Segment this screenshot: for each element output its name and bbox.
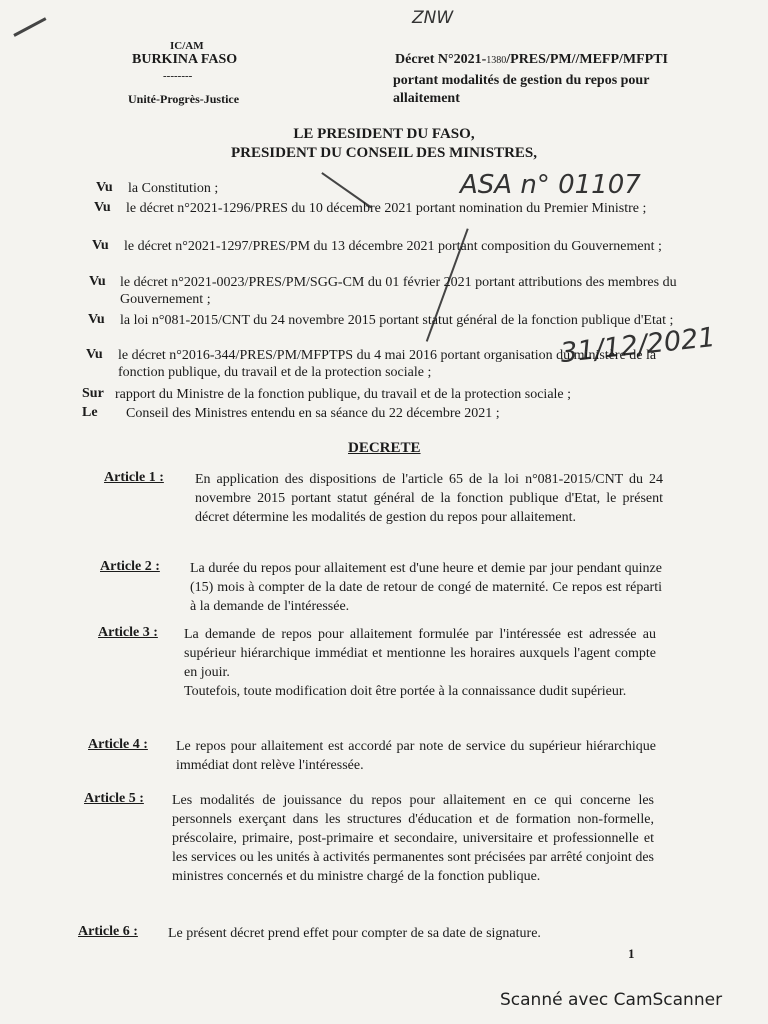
handwritten-date: 31/12/2021 (558, 321, 717, 370)
article-label: Article 2 : (100, 559, 160, 574)
decree-subject-line2: allaitement (393, 91, 460, 106)
article-paragraph: En application des dispositions de l'article 65 de la loi n°081-2015/CNT du 24 novembre 2015 portant statut général de la fonction publique d'Etat, le présent décret détermine les modalités de gestion du repos pour allaitement. (195, 472, 663, 525)
article-paragraph: Le repos pour allaitement est accordé par note de service du supérieur hiérarchique immédiat dont relève l'intéressée. (176, 739, 656, 773)
article-label: Article 5 : (84, 791, 144, 806)
article-label: Article 3 : (98, 625, 158, 640)
pen-mark (13, 17, 46, 37)
article-body (176, 737, 656, 775)
decree-suffix: /PRES/PM//MEFP/MFPTI (506, 52, 669, 67)
visa-label: Vu (88, 312, 105, 327)
article-body (190, 559, 662, 616)
country-name: BURKINA FASO (132, 52, 238, 67)
decree-number: 1380 (486, 55, 507, 66)
article-body (195, 470, 663, 527)
handwritten-registration: ASA n° 01107 (460, 170, 641, 200)
article-label: Article 4 : (88, 737, 148, 752)
decree-reference (395, 52, 668, 68)
visa-label: Vu (94, 200, 111, 215)
decrete-heading: DECRETE (348, 440, 421, 456)
visa-text: Conseil des Ministres entendu en sa séance du 22 décembre 2021 ; (126, 406, 500, 421)
article-body (168, 924, 658, 943)
visa-text: rapport du Ministre de la fonction publique, du travail et de la protection sociale ; (115, 387, 572, 402)
article-paragraph: Le présent décret prend effet pour compter de sa date de signature. (168, 926, 541, 941)
header-separator: -------- (163, 70, 193, 82)
article-body (172, 791, 654, 886)
page-number: 1 (628, 946, 635, 961)
visa-text: le décret n°2016-344/PRES/PM/MFPTPS du 4 mai 2016 portant organisation du ministère de la fonction publique, du travail et de la protection sociale ; (118, 348, 657, 380)
visa-label: Vu (92, 238, 109, 253)
article-body (184, 625, 656, 701)
article-paragraph: Toutefois, toute modification doit être portée à la connaissance dudit supérieur. (184, 684, 627, 699)
visa-text: la Constitution ; (128, 181, 219, 196)
visa-label: Vu (89, 274, 106, 289)
visa-label: Sur (82, 386, 104, 401)
title-line1: LE PRESIDENT DU FASO, (293, 126, 475, 142)
national-motto: Unité-Progrès-Justice (128, 92, 240, 106)
article-paragraph: La demande de repos pour allaitement formulée par l'intéressée est adressée au supérieur hiérarchique immédiat et mentionne les horaires auxquels l'agent compte en jouir. (184, 627, 656, 680)
visa-text: le décret n°2021-1296/PRES du 10 décembre 2021 portant nomination du Premier Ministre ; (126, 201, 647, 216)
article-label: Article 1 : (104, 470, 164, 485)
decree-prefix: Décret N°2021- (395, 52, 487, 67)
visa-text: le décret n°2021-1297/PRES/PM du 13 décembre 2021 portant composition du Gouvernement ; (124, 239, 662, 254)
ministry-code: IC/AM (170, 40, 204, 52)
visa-label: Le (82, 405, 98, 420)
decree-subject-line1: portant modalités de gestion du repos pour (393, 73, 650, 88)
title-line2: PRESIDENT DU CONSEIL DES MINISTRES, (230, 145, 538, 161)
camscanner-watermark: Scanné avec CamScanner (500, 990, 723, 1010)
visa-text: le décret n°2021-0023/PRES/PM/SGG-CM du 01 février 2021 portant attributions des membres du Gouvernement ; (120, 275, 677, 307)
visa-label: Vu (96, 180, 113, 195)
article-paragraph: La durée du repos pour allaitement est d'une heure et demie par jour pendant quinze (15) mois à compter de la date de retour de congé de maternité. Ce repos est réparti à la demande de l'intéressée. (190, 561, 662, 614)
article-paragraph: Les modalités de jouissance du repos pour allaitement en ce qui concerne les personnels exerçant dans les structures d'éducation et de formation non-formelle, préscolaire, primaire, post-primaire et secondaire, universitaire et professionnelle et les services ou les unités à activités permanentes sont précisées par arrêté conjoint des ministres concernés et du ministre chargé de la fonction publique. (172, 793, 654, 884)
visa-label: Vu (86, 347, 103, 362)
visa-text: la loi n°081-2015/CNT du 24 novembre 2015 portant statut général de la fonction publique d'Etat ; (120, 313, 674, 328)
handwritten-initials: ZNW (412, 8, 454, 28)
article-label: Article 6 : (78, 924, 138, 939)
